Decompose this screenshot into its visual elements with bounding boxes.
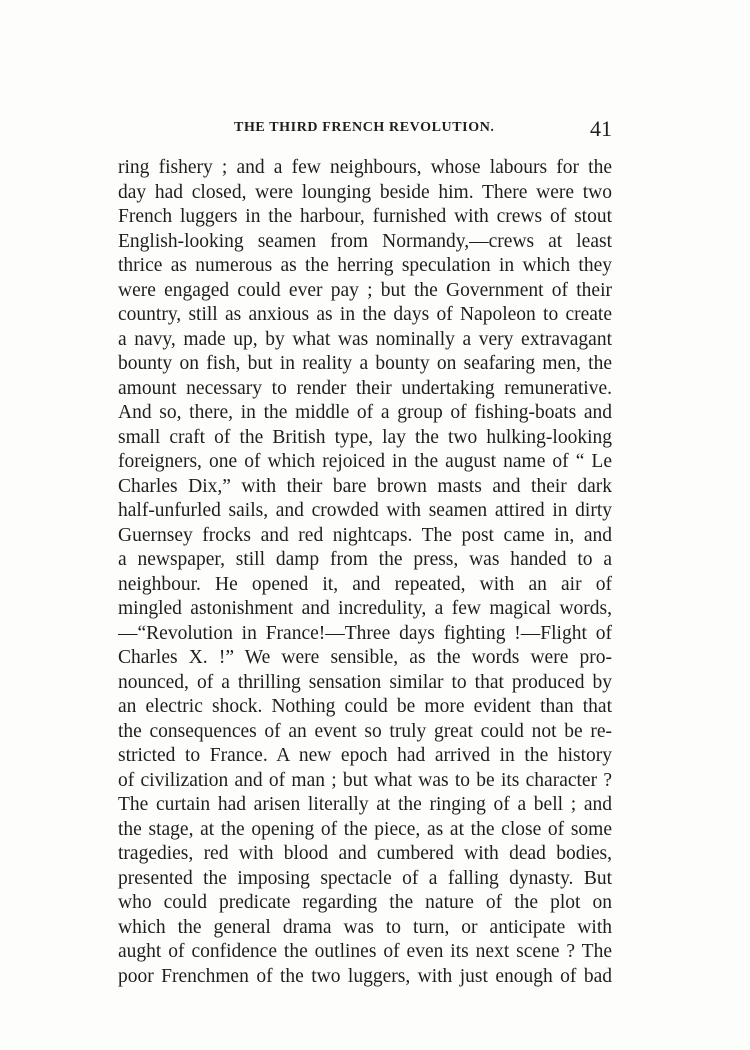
text-line: were engaged could ever pay ; but the Government of their [118,279,612,301]
text-line: Charles X. !” We were sensible, as the words were pro- [118,647,612,668]
text-line: of civilization and of man ; but what was to be its character ? [118,769,612,791]
text-line: nounced, of a thrilling sensation similar to that produced by [118,671,612,693]
text-line: tragedies, red with blood and cumbered with dead bodies, [118,843,612,864]
text-line: Charles Dix,” with their bare brown masts and their dark [118,475,612,497]
text-line: bounty on fish, but in reality a bounty on seafaring men, the [118,353,612,374]
text-line: the stage, at the opening of the piece, as at the close of some [118,818,612,840]
text-line: thrice as numerous as the herring speculation in which they [118,255,612,276]
text-line: French luggers in the harbour, furnished with crews of stout [118,206,612,227]
text-line: the consequences of an event so truly great could not be re- [118,720,612,742]
text-line: day had closed, were lounging beside him. There were two [118,181,612,203]
text-line: a navy, made up, by what was nominally a very extravagant [118,328,612,350]
text-line: neighbour. He opened it, and repeated, with an air of [118,573,612,595]
text-line: amount necessary to render their undertaking remunerative. [118,377,612,399]
text-line: mingled astonishment and incredulity, a few magical words, [118,598,612,619]
text-line: English-looking seamen from Normandy,—crews at least [118,230,612,252]
text-line: a newspaper, still damp from the press, was handed to a [118,549,612,570]
running-title: THE THIRD FRENCH REVOLUTION. [234,120,495,135]
text-line: aught of confidence the outlines of even its next scene ? The [118,941,612,962]
text-line: The curtain had arisen literally at the ringing of a bell ; and [118,794,612,815]
text-line: foreigners, one of which rejoiced in the august name of “ Le [118,451,612,472]
text-line: Guernsey frocks and red nightcaps. The post came in, and [118,524,612,546]
page-number: 41 [590,116,612,141]
text-line: stricted to France. A new epoch had arrived in the history [118,745,612,766]
text-line: small craft of the British type, lay the two hulking-looking [118,426,612,448]
page-header [118,116,612,140]
text-line: which the general drama was to turn, or anticipate with [118,916,612,938]
text-line: ring fishery ; and a few neighbours, whose labours for the [118,157,612,178]
text-line: —“Revolution in France!—Three days fighting !—Flight of [118,622,612,644]
text-line: poor Frenchmen of the two luggers, with just enough of bad [118,965,612,987]
text-line: half-unfurled sails, and crowded with seamen attired in dirty [118,500,612,521]
text-line: who could predicate regarding the nature of the plot on [118,892,612,913]
body-text [118,156,612,989]
text-line: an electric shock. Nothing could be more evident than that [118,696,612,717]
text-line: country, still as anxious as in the days of Napoleon to create [118,304,612,325]
text-line: And so, there, in the middle of a group of fishing-boats and [118,402,612,423]
text-line: presented the imposing spectacle of a falling dynasty. But [118,867,612,889]
